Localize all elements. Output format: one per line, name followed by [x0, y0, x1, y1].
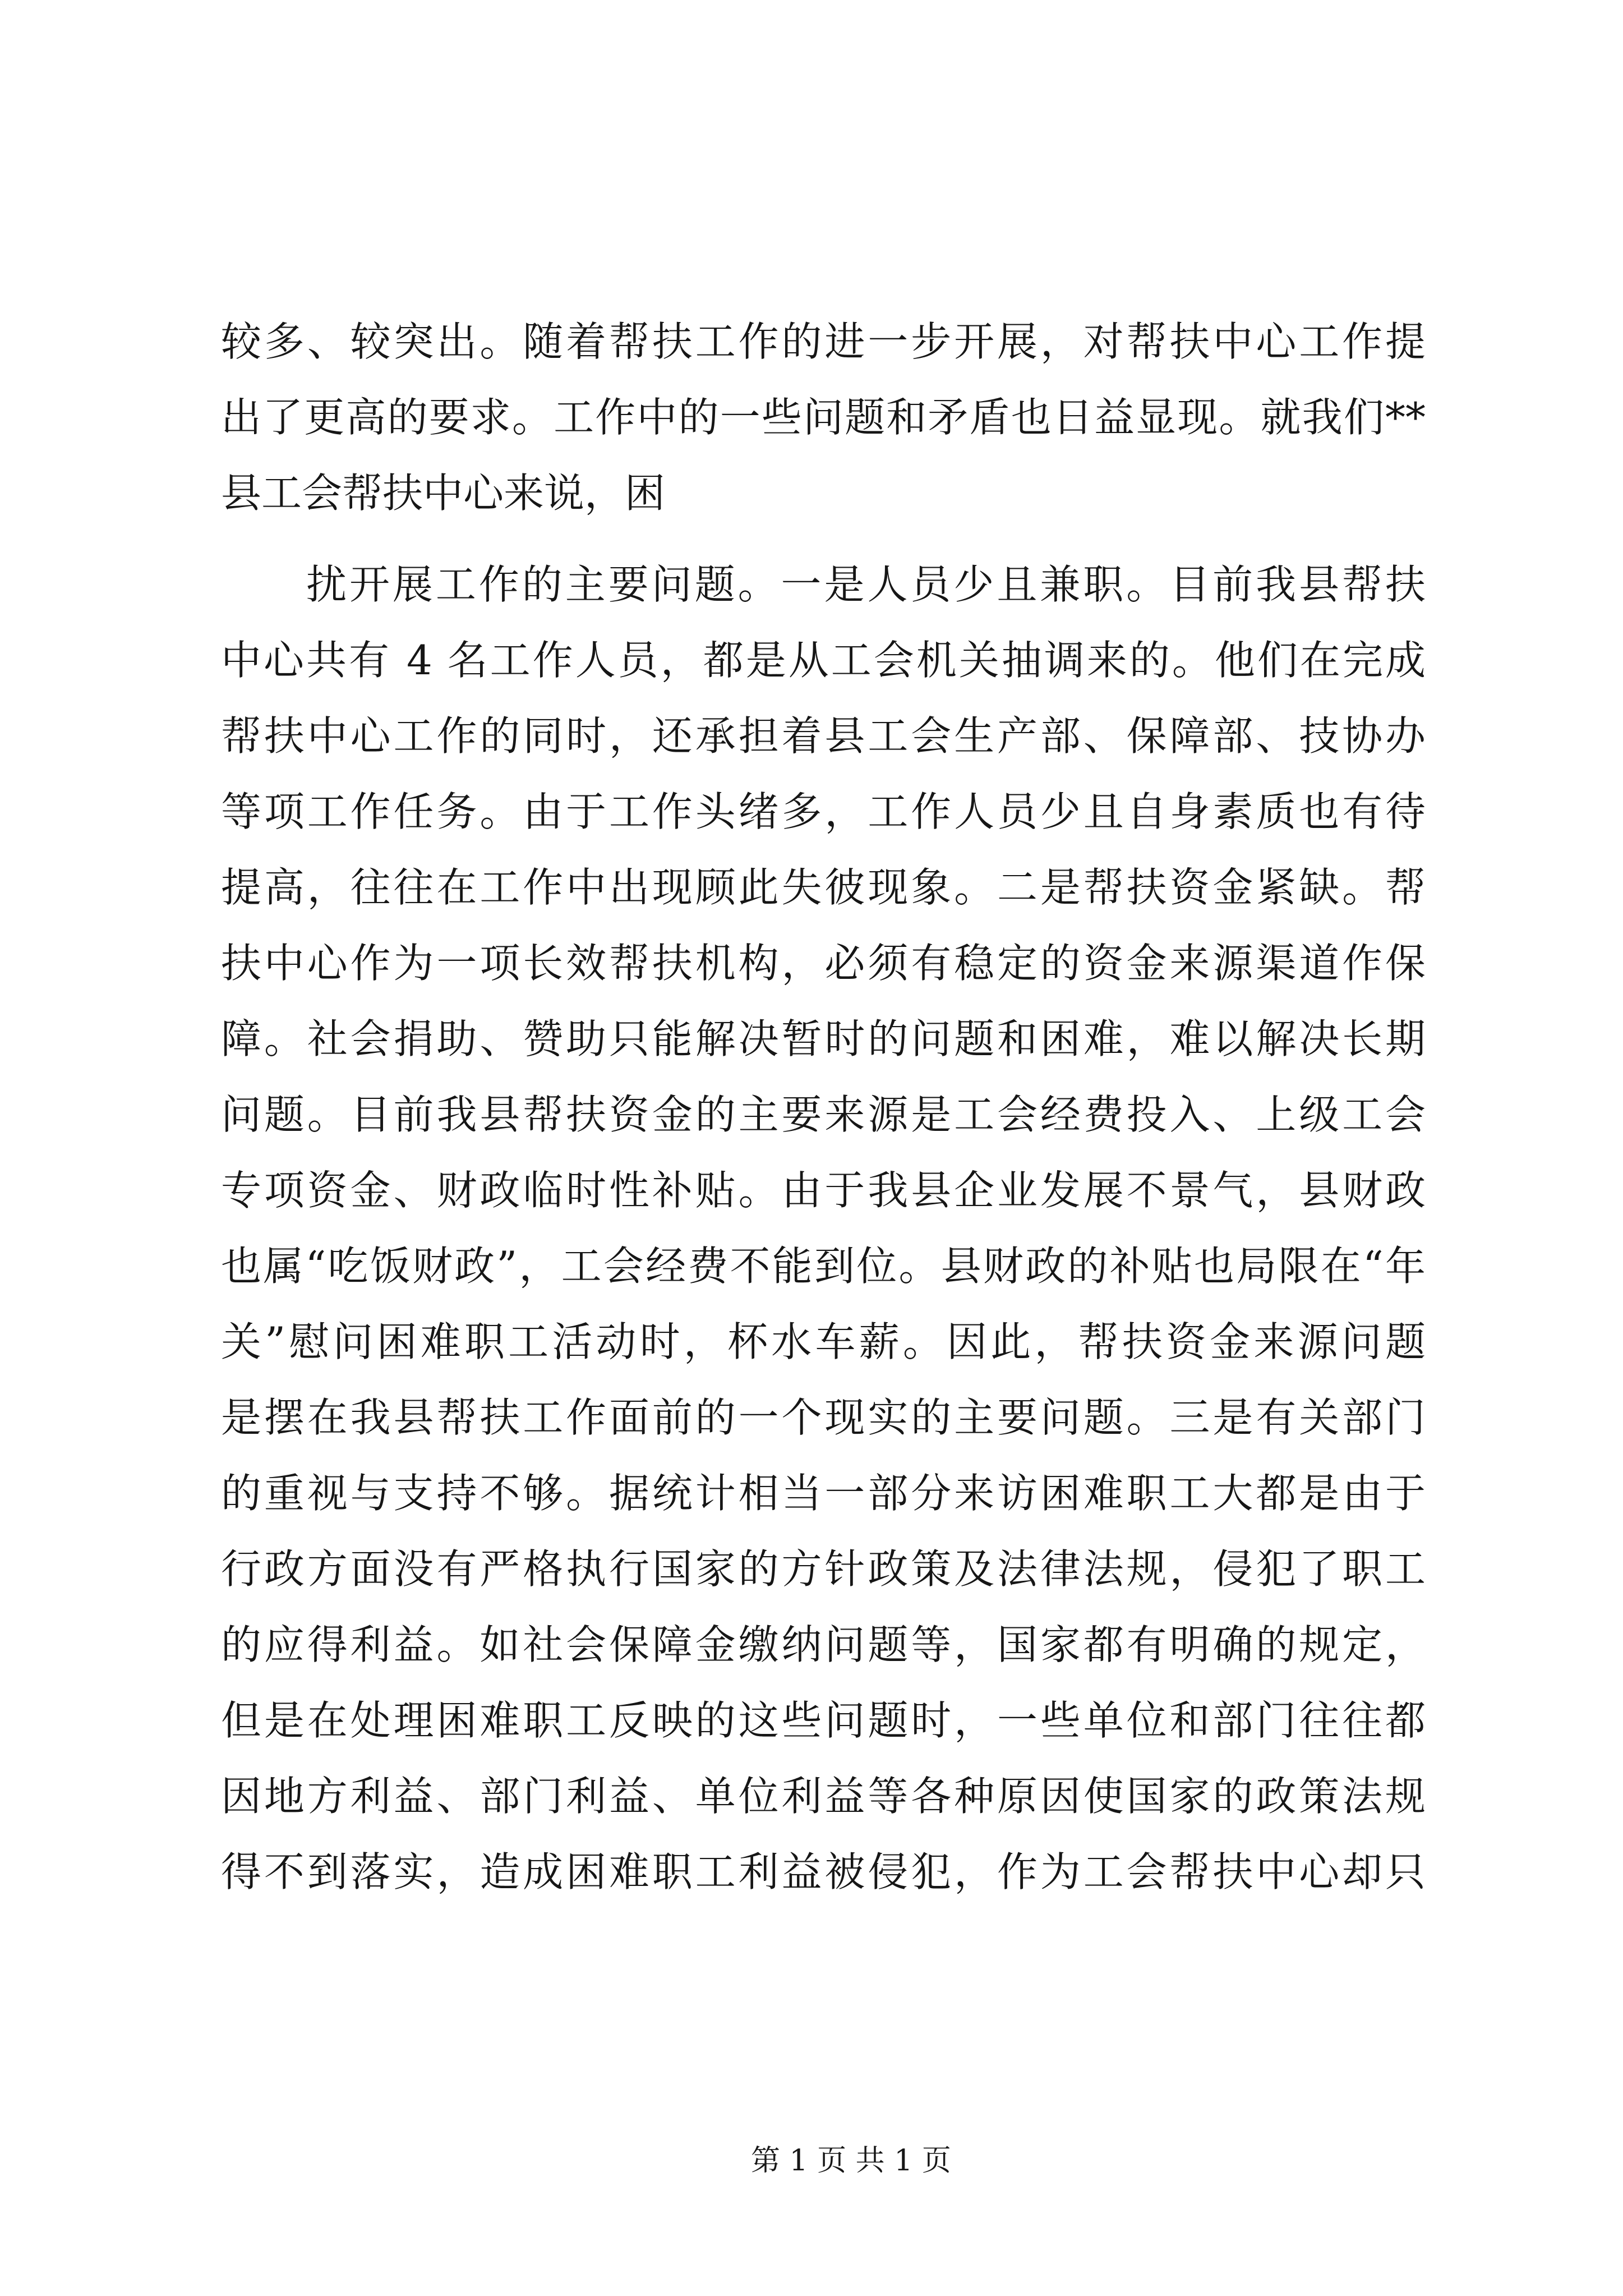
text-line: 问题。目前我县帮扶资金的主要来源是工会经费投入、上级工会: [221, 1091, 1426, 1138]
text-line: 因地方利益、部门利益、单位利益等各种原因使国家的政策法规: [221, 1773, 1426, 1820]
document-body: [221, 304, 1426, 1910]
text-line: 较多、较突出。随着帮扶工作的进一步开展，对帮扶中心工作提: [221, 318, 1426, 365]
text-line: 障。社会捐助、赞助只能解决暂时的问题和困难，难以解决长期: [221, 1015, 1426, 1062]
paragraph: [221, 304, 1426, 531]
text-line: 也属“吃饭财政”，工会经费不能到位。县财政的补贴也局限在“年: [221, 1243, 1426, 1290]
text-line: 等项工作任务。由于工作头绪多，工作人员少且自身素质也有待: [221, 788, 1426, 835]
text-line: 县工会帮扶中心来说，困: [221, 470, 666, 517]
text-line: 中心共有 4 名工作人员，都是从工会机关抽调来的。他们在完成: [221, 637, 1426, 684]
text-line: 行政方面没有严格执行国家的方针政策及法律法规，侵犯了职工: [221, 1545, 1426, 1593]
text-line: 关”慰问困难职工活动时，杯水车薪。因此，帮扶资金来源问题: [221, 1318, 1426, 1365]
text-line: 专项资金、财政临时性补贴。由于我县企业发展不景气，县财政: [221, 1167, 1426, 1214]
text-line: 得不到落实，造成困难职工利益被侵犯，作为工会帮扶中心却只: [221, 1848, 1426, 1895]
text-line: 帮扶中心工作的同时，还承担着县工会生产部、保障部、技协办: [221, 712, 1426, 760]
text-line: 扶中心作为一项长效帮扶机构，必须有稳定的资金来源渠道作保: [221, 940, 1426, 987]
text-line: 的重视与支持不够。据统计相当一部分来访困难职工大都是由于: [221, 1470, 1426, 1517]
text-line: 是摆在我县帮扶工作面前的一个现实的主要问题。三是有关部门: [221, 1394, 1426, 1441]
text-line: 的应得利益。如社会保障金缴纳问题等，国家都有明确的规定，: [221, 1621, 1426, 1668]
paragraph: [221, 547, 1426, 1910]
page-footer: 第 1 页 共 1 页: [751, 2144, 951, 2178]
text-line: 出了更高的要求。工作中的一些问题和矛盾也日益显现。就我们**: [221, 394, 1426, 441]
text-line: 扰开展工作的主要问题。一是人员少且兼职。目前我县帮扶: [306, 561, 1426, 608]
text-line: 但是在处理困难职工反映的这些问题时，一些单位和部门往往都: [221, 1697, 1426, 1744]
text-line: 提高，往往在工作中出现顾此失彼现象。二是帮扶资金紧缺。帮: [221, 864, 1426, 911]
